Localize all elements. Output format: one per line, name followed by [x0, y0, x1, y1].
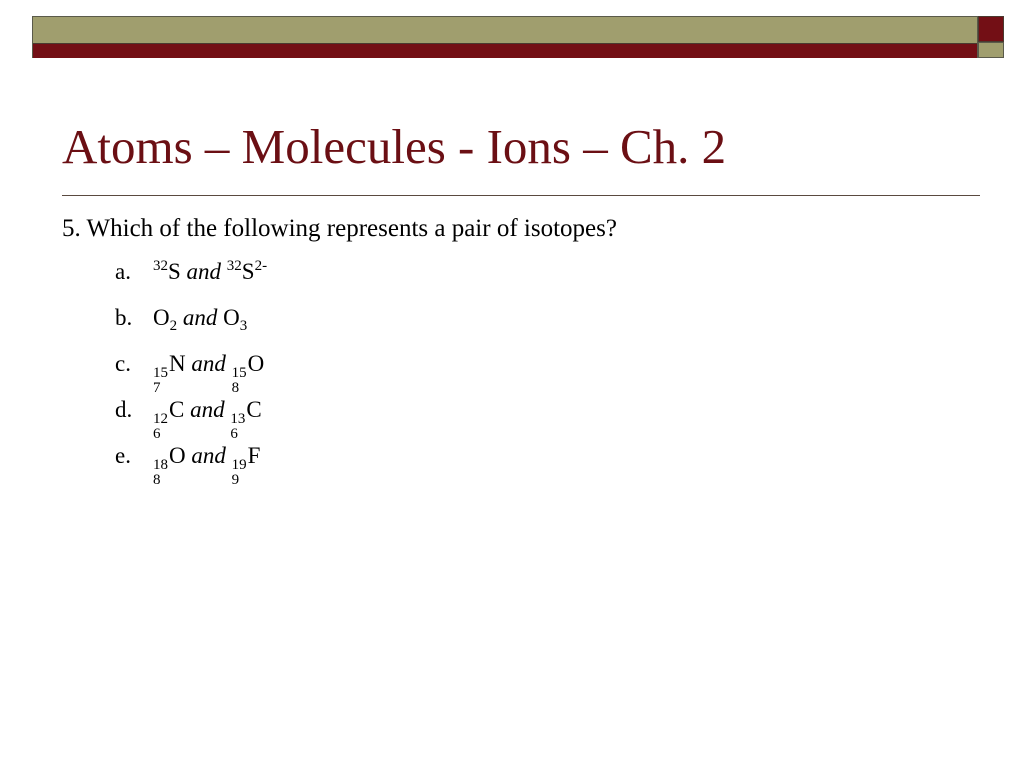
- header-olive-band: [33, 17, 977, 43]
- option-letter: d.: [115, 397, 133, 422]
- element-symbol: N: [169, 351, 186, 376]
- mass-number: 32: [226, 258, 242, 274]
- element-symbol: F: [247, 443, 261, 468]
- mass-number: 18: [153, 457, 168, 473]
- element-symbol: S: [168, 259, 181, 284]
- element-symbol: C: [246, 397, 262, 422]
- mass-number: 32: [153, 258, 168, 274]
- nuclide-notation: [232, 458, 247, 488]
- conjunction-and: and: [191, 351, 226, 376]
- question-text: 5. Which of the following represents a pair of isotopes?: [62, 215, 617, 242]
- atomic-number: 6: [230, 426, 238, 442]
- title-divider: [62, 195, 980, 196]
- mass-number: 15: [153, 365, 168, 381]
- element-symbol: S: [241, 259, 255, 284]
- header-decoration-bar: [32, 16, 978, 58]
- option-b: [115, 304, 267, 350]
- option-letter: e.: [115, 443, 131, 468]
- header-corner-block: [978, 16, 1004, 58]
- answer-options: [115, 258, 267, 488]
- element-symbol: O: [153, 305, 170, 330]
- mass-number: 12: [153, 411, 168, 427]
- option-letter: a.: [115, 259, 131, 284]
- nuclide-notation: [153, 458, 168, 488]
- element-symbol: O: [169, 443, 186, 468]
- atomic-number: 9: [231, 472, 240, 488]
- ion-charge: 2-: [254, 258, 268, 274]
- atomic-number: 7: [153, 380, 161, 396]
- option-d: [115, 396, 267, 442]
- option-a: [115, 258, 267, 304]
- nuclide-notation: [153, 366, 168, 396]
- atomic-number: 8: [153, 472, 161, 488]
- mass-number: 15: [231, 365, 247, 381]
- conjunction-and: and: [190, 397, 225, 422]
- option-letter: b.: [115, 305, 133, 330]
- conjunction-and: and: [191, 443, 226, 468]
- nuclide-notation: [232, 366, 247, 396]
- atomic-number: 8: [231, 380, 240, 396]
- atomic-number: 6: [153, 426, 161, 442]
- nuclide-notation: [153, 412, 168, 442]
- atom-count: 2: [169, 318, 178, 334]
- option-c: [115, 350, 267, 396]
- corner-olive-square: [978, 42, 1004, 58]
- option-e: [115, 442, 267, 488]
- conjunction-and: and: [182, 305, 218, 330]
- header-maroon-band: [33, 43, 977, 58]
- slide-title: Atoms – Molecules - Ions – Ch. 2: [62, 119, 727, 174]
- option-letter: c.: [115, 351, 131, 376]
- element-symbol: O: [247, 351, 265, 376]
- mass-number: 19: [231, 457, 247, 473]
- mass-number: 13: [230, 411, 246, 427]
- conjunction-and: and: [186, 259, 222, 284]
- corner-maroon-square: [978, 16, 1004, 42]
- element-symbol: O: [223, 305, 240, 330]
- element-symbol: C: [169, 397, 185, 422]
- atom-count: 3: [239, 318, 248, 334]
- nuclide-notation: [230, 412, 245, 442]
